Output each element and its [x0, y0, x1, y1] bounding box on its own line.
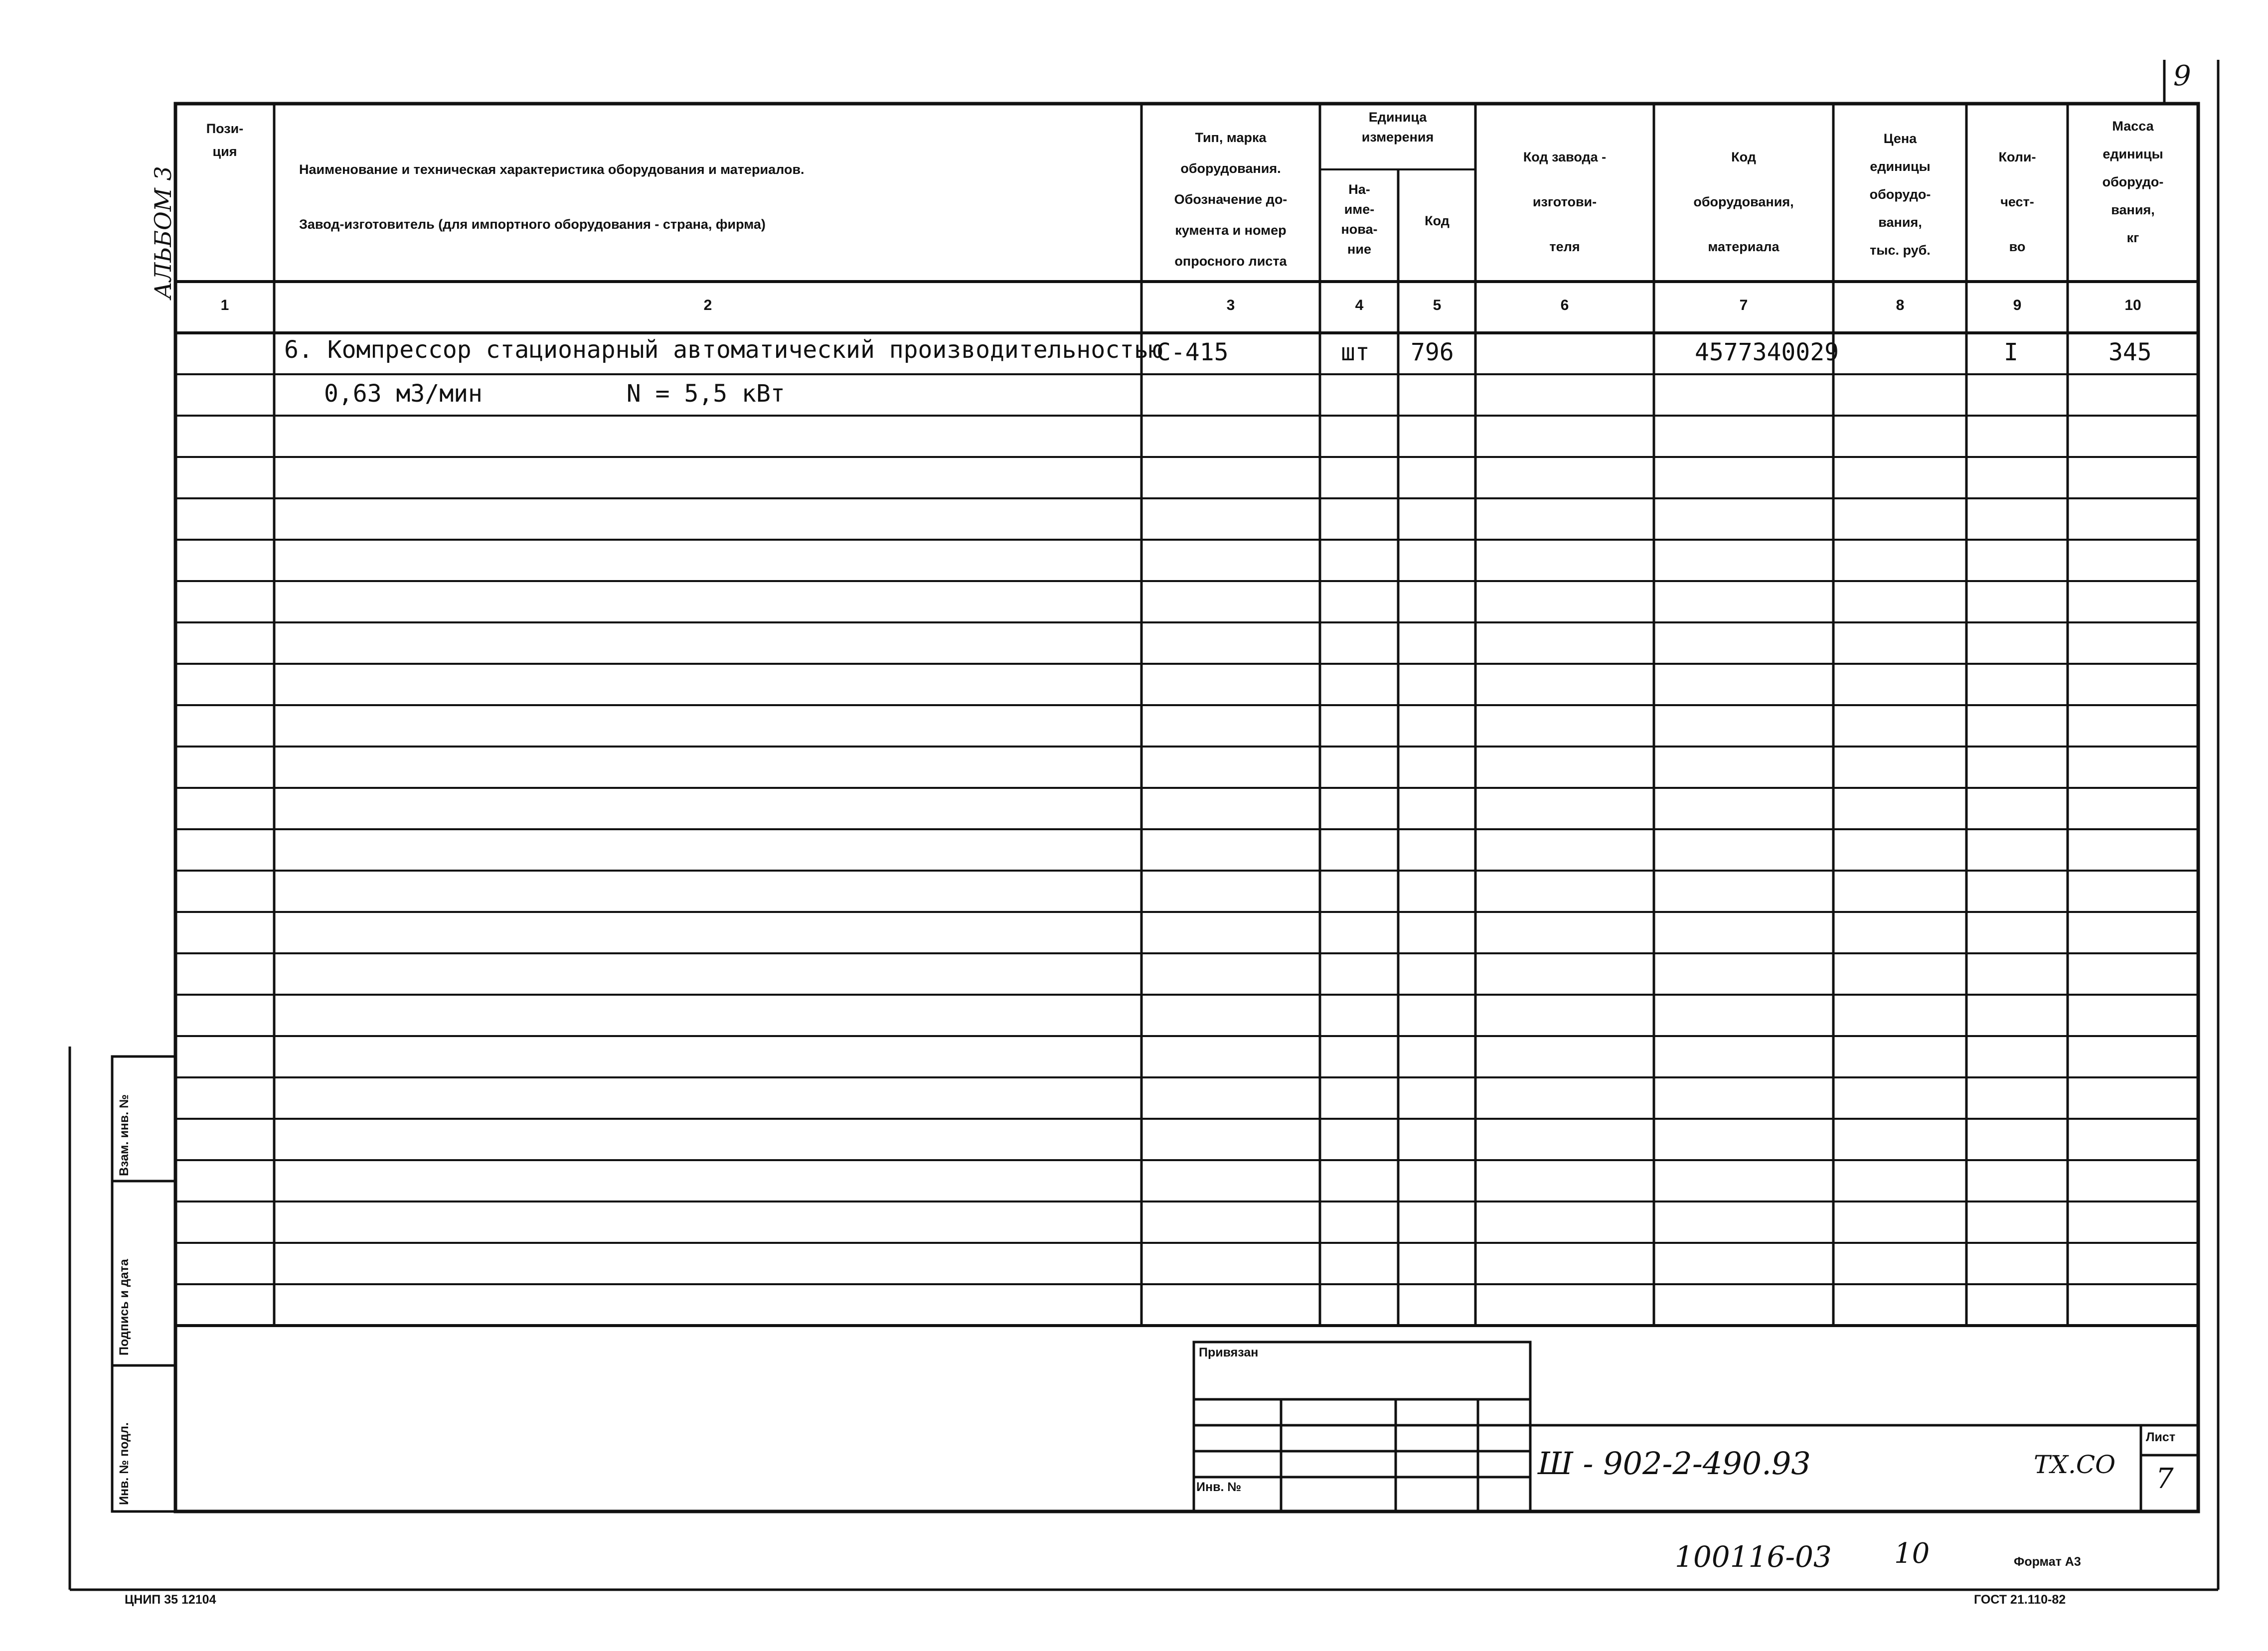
row-1-type: С-415 [1156, 338, 1229, 366]
col-header-8: Цена единицы оборудо- вания, тыс. руб. [1869, 131, 1931, 258]
row-1-qty: I [2004, 338, 2018, 366]
sheet-label: Лист [2146, 1430, 2176, 1444]
col-num-7: 7 [1739, 297, 1748, 313]
signature-date-label: Подпись и дата [117, 1259, 131, 1355]
row-1-mass: 345 [2108, 338, 2152, 366]
inv-label: Инв. № [1196, 1480, 1242, 1494]
row-2-name: 0,63 м3/мин N = 5,5 кВт [324, 380, 785, 408]
sheet-number: 7 [2156, 1463, 2174, 1495]
vzam-inv-label: Взам. инв. № [117, 1094, 131, 1176]
album-stamp: АЛЬБОМ 3 [150, 166, 176, 299]
col-num-8: 8 [1896, 297, 1905, 313]
col-header-3: Тип, марка оборудования. Обозначение до- кумента и номер опросного листа [1174, 130, 1288, 269]
col-header-6: Код завода - изготови- теля [1523, 150, 1607, 254]
archive-number: 100116-03 [1675, 1540, 1832, 1574]
col-num-10: 10 [2124, 297, 2141, 313]
col-num-2: 2 [703, 297, 712, 313]
document-code: Ш - 902-2-490.93 [1538, 1445, 1811, 1482]
privyazan-label: Привязан [1199, 1346, 1259, 1359]
col-num-9: 9 [2013, 297, 2022, 313]
col-num-4: 4 [1355, 297, 1364, 313]
section-code: ТХ.СО [2034, 1450, 2116, 1479]
format-label: Формат А3 [2014, 1555, 2081, 1569]
sheet-mark: 9 [2173, 60, 2191, 92]
row-1-name: 6. Компрессор стационарный автоматический производительностью [284, 336, 1163, 364]
row-1-equip-code: 4577340029 [1695, 338, 1839, 366]
unit-group-header: Единица измерения [1361, 110, 1434, 145]
gost-label: ГОСТ 21.110-82 [1974, 1593, 2066, 1607]
col-num-1: 1 [220, 297, 229, 313]
row-1-unit-code: 796 [1411, 338, 1454, 366]
col-header-7: Код оборудования, материала [1693, 150, 1794, 254]
inv-podl-label: Инв. № подл. [117, 1422, 131, 1505]
col-header-4: На- име- нова- ние [1341, 182, 1378, 257]
col-num-5: 5 [1433, 297, 1442, 313]
col-num-3: 3 [1226, 297, 1235, 313]
row-1-unit: шт [1341, 338, 1370, 366]
col-num-6: 6 [1560, 297, 1569, 313]
col-header-5: Код [1425, 213, 1450, 228]
col-header-2: Наименование и техническая характеристика оборудования и материалов. Завод-изготовитель (для импортного оборудования - страна, фирма) [299, 162, 805, 232]
col-header-9: Коли- чест- во [1998, 150, 2036, 254]
page-number: 10 [1894, 1537, 1930, 1570]
col-header-10: Масса единицы оборудо- вания, кг [2102, 119, 2164, 245]
col-header-1: Пози- ция [206, 121, 244, 159]
org-stamp: ЦНИП 35 12104 [125, 1593, 216, 1607]
